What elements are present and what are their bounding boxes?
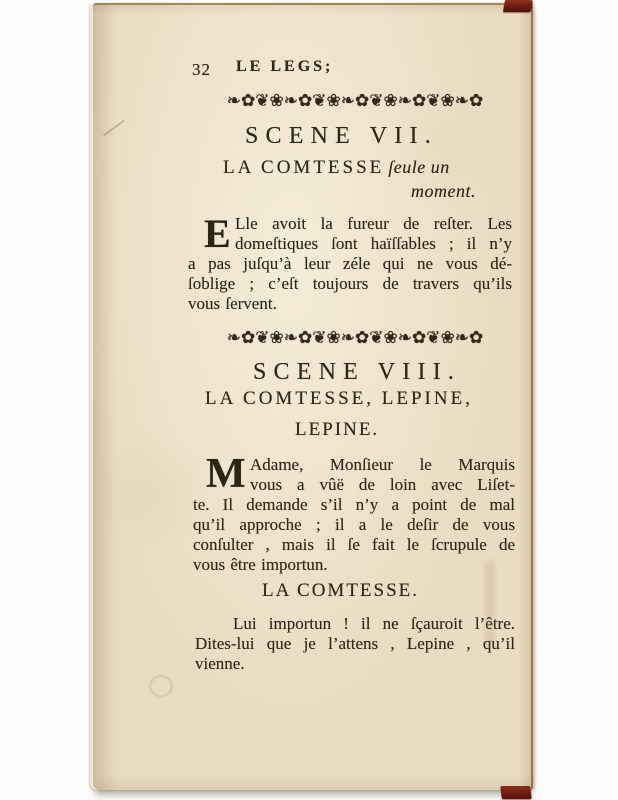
page-number: 32	[192, 60, 211, 79]
book-binding-top	[503, 0, 533, 12]
scene-8-characters: LA COMTESSE, LEPINE,	[205, 388, 473, 409]
paragraph-line: vous ſervent.	[188, 294, 277, 313]
ornament-band-top: ❧✿❦❀❧✿❦❀❧✿❦❀❧✿❦❀❧✿	[226, 91, 484, 111]
drop-cap-m: M	[206, 451, 246, 497]
drop-cap-e: E	[204, 211, 231, 256]
speaker-comtesse: LA COMTESSE.	[262, 580, 420, 601]
scene-7-speaker-line	[223, 157, 450, 179]
speaker-lepine: LEPINE.	[295, 419, 380, 440]
paragraph-line: Lle avoit la fureur de reſter. Les	[235, 214, 512, 233]
paragraph-line: vous a vûë de loin avec Liſet-	[250, 475, 515, 494]
paragraph-line: Dites-lui que je l’attens , Lepine , qu’il	[195, 634, 515, 653]
running-title: LE LEGS;	[236, 58, 334, 75]
paragraph-line: Adame, Monſieur le Marquis	[250, 455, 515, 474]
paragraph-line: conſulter , mais il ſe fait le ſcrupule de	[193, 535, 515, 554]
scene-7-paragraph	[188, 211, 512, 314]
paragraph-line: qu’il approche ; il a le deſir de vous	[193, 515, 515, 534]
pencil-scratch-mark	[103, 120, 125, 137]
scene-7-heading: SCENE VII.	[245, 123, 438, 149]
paragraph-line: te. Il demande s’il n’y a point de mal	[193, 495, 515, 514]
scene-8-heading: SCENE VIII.	[253, 359, 462, 385]
scene-7-speaker: LA COMTESSE	[223, 157, 385, 178]
ornament-band-middle: ❧✿❦❀❧✿❦❀❧✿❦❀❧✿❦❀❧✿	[226, 328, 484, 348]
comtesse-paragraph	[195, 614, 515, 674]
scene-7-stage-direction-line2: moment.	[411, 181, 476, 201]
paragraph-line: a pas juſqu’à leur zéle qui ne vous dé-	[188, 254, 512, 273]
bleedthrough-streak	[485, 561, 495, 647]
book-binding-bottom	[500, 786, 532, 799]
paragraph-line: ſoblige ; c’eſt toujours de travers qu’ils	[188, 274, 512, 293]
lepine-paragraph	[193, 451, 515, 575]
paragraph-line: vous être importun.	[193, 555, 328, 574]
paragraph-line: vienne.	[195, 654, 245, 673]
book-page	[93, 3, 533, 790]
bleedthrough-mark	[149, 675, 173, 697]
paragraph-line: Lui importun ! il ne ſçauroit l’être.	[233, 614, 515, 633]
paragraph-line: domeſtiques ſont haïſſables ; il n’y	[235, 234, 512, 253]
scene-7-stage-direction: ſeule un	[388, 157, 450, 177]
